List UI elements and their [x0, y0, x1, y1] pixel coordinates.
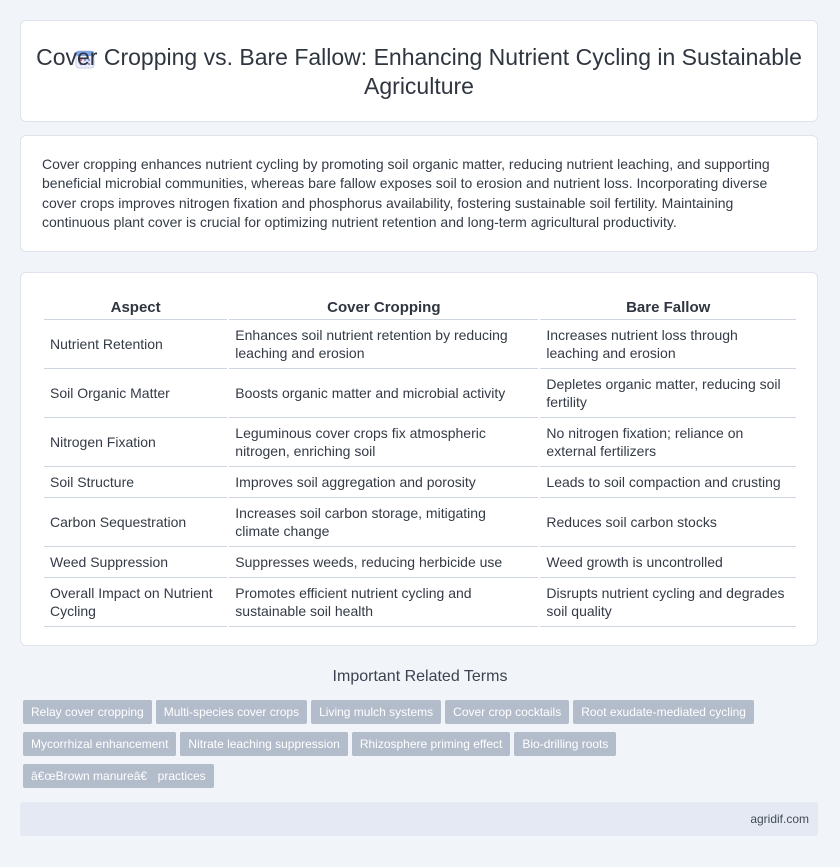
term-tag[interactable]: Cover crop cocktails	[445, 700, 569, 724]
cell-bare-fallow: No nitrogen fixation; reliance on external fertilizers	[540, 418, 796, 467]
table-header-row	[44, 295, 796, 320]
term-tag[interactable]: Nitrate leaching suppression	[180, 732, 347, 756]
cell-aspect: Soil Organic Matter	[44, 369, 227, 418]
cell-bare-fallow: Leads to soil compaction and crusting	[540, 467, 796, 498]
term-tag[interactable]: â€œBrown manureâ€ practices	[23, 764, 214, 788]
cell-cover-cropping: Boosts organic matter and microbial activity	[229, 369, 538, 418]
table-row	[44, 547, 796, 578]
summary-text: Cover cropping enhances nutrient cycling by promoting soil organic matter, reducing nutrient leaching, and supporting beneficial microbial communities, whereas bare fallow exposes soil to erosion and nutrient loss. Incorporating diverse cover crops improves nitrogen fixation and phosphorus availability, fostering sustainable soil fertility. Maintaining continuous plant cover is crucial for optimizing nutrient retention and long-term agricultural productivity.	[42, 156, 770, 230]
cell-aspect: Weed Suppression	[44, 547, 227, 578]
footer-site-link[interactable]: agridif.com	[750, 812, 809, 826]
title-card	[20, 20, 818, 122]
term-tag[interactable]: Living mulch systems	[311, 700, 441, 724]
header-aspect: Aspect	[44, 295, 227, 320]
header-cover-cropping: Cover Cropping	[229, 295, 538, 320]
cell-cover-cropping: Suppresses weeds, reducing herbicide use	[229, 547, 538, 578]
related-terms-heading: Important Related Terms	[332, 668, 508, 685]
cell-aspect: Nutrient Retention	[44, 320, 227, 369]
cell-aspect: Overall Impact on Nutrient Cycling	[44, 578, 227, 627]
cell-cover-cropping: Promotes efficient nutrient cycling and sustainable soil health	[229, 578, 538, 627]
term-tag[interactable]: Bio-drilling roots	[514, 732, 616, 756]
table-row	[44, 578, 796, 627]
summary-card	[20, 135, 818, 252]
term-tag[interactable]: Relay cover cropping	[23, 700, 152, 724]
table-row	[44, 418, 796, 467]
term-tag[interactable]: Rhizosphere priming effect	[352, 732, 511, 756]
cell-bare-fallow: Disrupts nutrient cycling and degrades soil quality	[540, 578, 796, 627]
cell-bare-fallow: Increases nutrient loss through leaching and erosion	[540, 320, 796, 369]
cell-aspect: Carbon Sequestration	[44, 498, 227, 547]
term-tag[interactable]: Mycorrhizal enhancement	[23, 732, 176, 756]
footer-bar	[20, 802, 818, 836]
comparison-table	[42, 295, 798, 627]
table-row	[44, 320, 796, 369]
cell-bare-fallow: Depletes organic matter, reducing soil fertility	[540, 369, 796, 418]
cell-cover-cropping: Improves soil aggregation and porosity	[229, 467, 538, 498]
table-row	[44, 369, 796, 418]
cell-bare-fallow: Reduces soil carbon stocks	[540, 498, 796, 547]
cell-cover-cropping: Increases soil carbon storage, mitigating climate change	[229, 498, 538, 547]
page-title: Cover Cropping vs. Bare Fallow: Enhancing Nutrient Cycling in Sustainable Agriculture	[36, 44, 802, 99]
term-tag[interactable]: Multi-species cover crops	[156, 700, 307, 724]
header-bare-fallow: Bare Fallow	[540, 295, 796, 320]
cell-bare-fallow: Weed growth is uncontrolled	[540, 547, 796, 578]
term-tag[interactable]: Root exudate-mediated cycling	[573, 700, 754, 724]
cell-cover-cropping: Enhances soil nutrient retention by reducing leaching and erosion	[229, 320, 538, 369]
table-row	[44, 498, 796, 547]
cell-aspect: Soil Structure	[44, 467, 227, 498]
cell-cover-cropping: Leguminous cover crops fix atmospheric nitrogen, enriching soil	[229, 418, 538, 467]
cell-aspect: Nitrogen Fixation	[44, 418, 227, 467]
related-terms-list	[23, 700, 783, 796]
comparison-table-card	[20, 272, 818, 646]
table-row	[44, 467, 796, 498]
